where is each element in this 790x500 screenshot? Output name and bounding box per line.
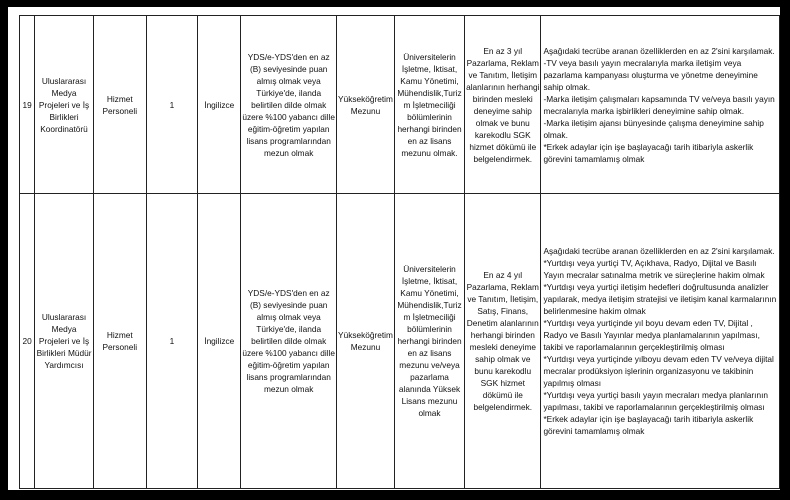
requirement-paragraph (543, 57, 778, 93)
requirement-line: *Yurtdışı veya yurtiçinde yılboyu devam eden TV ve/veya dijital (543, 354, 774, 364)
cell-line: Kamu Yönetimi, (400, 288, 459, 298)
requirement-line: -Marka iletişim çalışmaları kapsamında TV ve/veya basılı yayın (543, 93, 775, 104)
cell-line: eğitim-öğretim yapılan (247, 360, 330, 370)
cell-line: herhangi birinden (397, 336, 462, 346)
cell-line: Pazarlama, Reklam (466, 282, 539, 292)
cell-line: Birlikleri (49, 111, 79, 122)
cell-category (93, 194, 146, 489)
cell-line: herhangi birinden (397, 123, 462, 134)
cell-line: Hizmet (106, 93, 133, 104)
cell-line: en az lisans (407, 135, 452, 146)
cell-line: Uluslararası (41, 312, 87, 322)
cell-line: birinden mesleki (472, 93, 533, 104)
cell-line: bölümlerinin (407, 324, 452, 334)
cell-department (394, 194, 464, 489)
requirement-line: *Yurtdışı veya yurtiçi iletişim hedefleri doğrultusunda analizler (543, 282, 769, 292)
cell-line: Kamu Yönetimi, (400, 75, 459, 86)
cell-line: üzere %100 yabancı dille (242, 348, 336, 358)
cell-line: Mühendislik,Turiz (397, 300, 462, 310)
cell-experience (465, 16, 541, 194)
cell-line: Koordinatörü (40, 123, 88, 134)
requirement-paragraph (543, 281, 778, 317)
cell-language: İngilizce (198, 16, 241, 194)
cell-line: m İşletmeciliği (403, 312, 456, 322)
requirement-paragraph (543, 141, 778, 165)
cell-line: olmak (418, 408, 441, 418)
requirement-line: *Erkek adaylar için işe başlayacağı tarih itibariyla askerlik (543, 414, 754, 424)
cell-line: en az lisans (407, 348, 452, 358)
cell-line: Medya (51, 87, 77, 98)
requirement-line: *Yurtdışı veya yurtiçi TV, Açıkhava, Radyo, Dijital ve Basılı (543, 258, 757, 268)
cell-line: Üniversitelerin (403, 264, 456, 274)
table-row (20, 16, 780, 194)
cell-line: Yükseköğretim (338, 93, 393, 104)
requirement-paragraph (543, 317, 778, 353)
cell-line: belgelendirmek. (473, 153, 533, 164)
cell-education (337, 194, 395, 489)
cell-no: 20 (20, 194, 35, 489)
cell-line: Medya (51, 324, 77, 334)
cell-line: En az 3 yıl (483, 45, 523, 56)
cell-line: SGK hizmet (480, 378, 525, 388)
cell-line: eğitim-öğretim yapılan (247, 123, 330, 134)
requirement-line: *Yurtdışı veya yurtiçi basılı yayın mecraları medya planlarının (543, 390, 769, 400)
cell-line: YDS/e-YDS'den en az (247, 51, 330, 62)
requirement-line: mecralar prodüksiyon işlerinin organizasyonu ve takibinin (543, 366, 754, 376)
requirement-line: *Erkek adaylar için işe başlayacağı tarih itibariyla askerlik (543, 141, 754, 152)
requirement-line: -TV veya basılı yayın mecralarıyla marka iletişim veya (543, 57, 742, 68)
cell-line: YDS/e-YDS'den en az (247, 288, 330, 298)
cell-line: En az 4 yıl (483, 270, 523, 280)
cell-line: sahip olmak ve (475, 354, 531, 364)
cell-line: Uluslararası (41, 75, 87, 86)
cell-line: dökümü ile (482, 390, 523, 400)
cell-line: Satış, Finans, (477, 306, 529, 316)
cell-position (35, 194, 94, 489)
requirement-line: olmak. (543, 129, 568, 140)
cell-line: Lisans mezunu (401, 396, 458, 406)
cell-line: Mezunu (350, 105, 381, 116)
requirement-line: yapılmış olması (543, 378, 602, 388)
cell-line: Hizmet (106, 330, 133, 340)
document-page (8, 7, 780, 490)
cell-line: Personeli (102, 105, 138, 116)
cell-line: lisans programlarından (246, 372, 331, 382)
requirement-paragraph (543, 413, 778, 437)
cell-education (337, 16, 395, 194)
requirement-line: *Yurtdışı veya yurtiçinde yıl boyu devam eden TV, Dijital , (543, 318, 753, 328)
cell-no: 19 (20, 16, 35, 194)
requirement-line: takibi ve raporlamalarının gerçekleştirilmiş olması (543, 342, 725, 352)
requirement-paragraph (543, 45, 778, 57)
table-row (20, 194, 780, 489)
cell-line: mezun olmak (264, 147, 314, 158)
requirement-paragraph (543, 93, 778, 117)
cell-line: almış olmak veya (256, 312, 321, 322)
cell-line: Mezunu (350, 342, 381, 352)
cell-line: herhangi birinden (470, 330, 535, 340)
requirement-line: pazarlama kampanyası oluşturma ve yönetme deneyimine (543, 69, 758, 80)
cell-position (35, 16, 94, 194)
cell-line: hizmet dökümü ile (469, 141, 537, 152)
cell-line: belirtilen dilde olmak (251, 99, 327, 110)
cell-line: Personeli (102, 342, 138, 352)
cell-line: belirtilen dilde olmak (251, 336, 327, 346)
cell-line: bunu karekodlu (474, 366, 532, 376)
cell-department (394, 16, 464, 194)
cell-details (541, 194, 780, 489)
cell-line: Üniversitelerin (403, 51, 456, 62)
cell-line: alanlarının herhangi (466, 81, 540, 92)
requirement-paragraph (543, 245, 778, 257)
cell-line: alanında Yüksek (398, 384, 461, 394)
cell-language: İngilizce (198, 194, 241, 489)
requirement-line: Yayın mecralar satınalma metrik ve süreçlerine hakim olmak (543, 270, 765, 280)
requirement-line: -Marka iletişim ajansı bünyesinde çalışma deneyimine sahip (543, 117, 764, 128)
cell-line: Denetim alanlarının (466, 318, 539, 328)
cell-line: Projeleri ve İş (38, 99, 90, 110)
requirement-paragraph (543, 257, 778, 281)
requirement-line: belirlenmesine hakim olmak (543, 306, 646, 316)
cell-count: 1 (146, 194, 198, 489)
requirement-line: Radyo ve Basılı Yayınlar medya planlamalarının yapılması, (543, 330, 760, 340)
cell-line: lisans programlarından (246, 135, 331, 146)
cell-line: mezun olmak (264, 384, 314, 394)
requirement-line: sahip olmak. (543, 81, 591, 92)
cell-line: Türkiye'de, ilanda (256, 87, 322, 98)
cell-line: almış olmak veya (256, 75, 321, 86)
cell-category (93, 16, 146, 194)
cell-experience (465, 194, 541, 489)
cell-line: (B) seviyesinde puan (249, 300, 328, 310)
cell-line: pazarlama (410, 372, 449, 382)
cell-language-req (241, 194, 337, 489)
requirement-line: mecralarıyla marka işbirlikleri deneyimine sahip olmak. (543, 105, 745, 116)
cell-line: üzere %100 yabancı dille (242, 111, 336, 122)
cell-count: 1 (146, 16, 198, 194)
job-listing-table (19, 15, 780, 489)
requirement-line: Aşağıdaki tecrübe aranan özelliklerden en az 2'sini karşılamak. (543, 246, 775, 256)
cell-line: deneyime sahip (473, 105, 532, 116)
requirement-line: Aşağıdaki tecrübe aranan özelliklerden en az 2'sini karşılamak. (543, 45, 775, 56)
cell-line: mezunu ve/veya (399, 360, 460, 370)
cell-language-req (241, 16, 337, 194)
cell-line: Projeleri ve İş (38, 336, 90, 346)
requirement-line: yapılarak, medya iletişim stratejisi ve iletişim kanal karmalarının (543, 294, 777, 304)
cell-line: olmak ve bunu (475, 117, 530, 128)
requirement-paragraph (543, 389, 778, 413)
cell-line: mesleki deneyime (469, 342, 536, 352)
cell-line: karekodlu SGK (474, 129, 531, 140)
cell-line: Yardımcısı (44, 360, 84, 370)
requirement-line: görevini tamamlamış olmak (543, 426, 645, 436)
cell-line: belgelendirmek. (473, 402, 533, 412)
cell-line: Türkiye'de, ilanda (256, 324, 322, 334)
cell-line: Mühendislik,Turiz (397, 87, 462, 98)
requirement-line: yapılması, takibi ve raporlamalarının gerçekleştirilmiş olması (543, 402, 765, 412)
cell-line: (B) seviyesinde puan (249, 63, 328, 74)
requirement-paragraph (543, 353, 778, 389)
cell-line: m İşletmeciliği (403, 99, 456, 110)
cell-line: mezunu olmak. (401, 147, 458, 158)
cell-line: ve Tanıtım, İletişim, (467, 294, 539, 304)
requirement-paragraph (543, 117, 778, 141)
cell-line: Yükseköğretim (338, 330, 393, 340)
cell-line: ve Tanıtım, İletişim (468, 69, 538, 80)
requirement-line: görevini tamamlamış olmak (543, 153, 645, 164)
cell-line: Birlikleri Müdür (36, 348, 92, 358)
cell-line: bölümlerinin (407, 111, 452, 122)
cell-line: İşletme, İktisat, (401, 276, 458, 286)
cell-line: Pazarlama, Reklam (466, 57, 539, 68)
cell-line: İşletme, İktisat, (401, 63, 458, 74)
cell-details (541, 16, 780, 194)
